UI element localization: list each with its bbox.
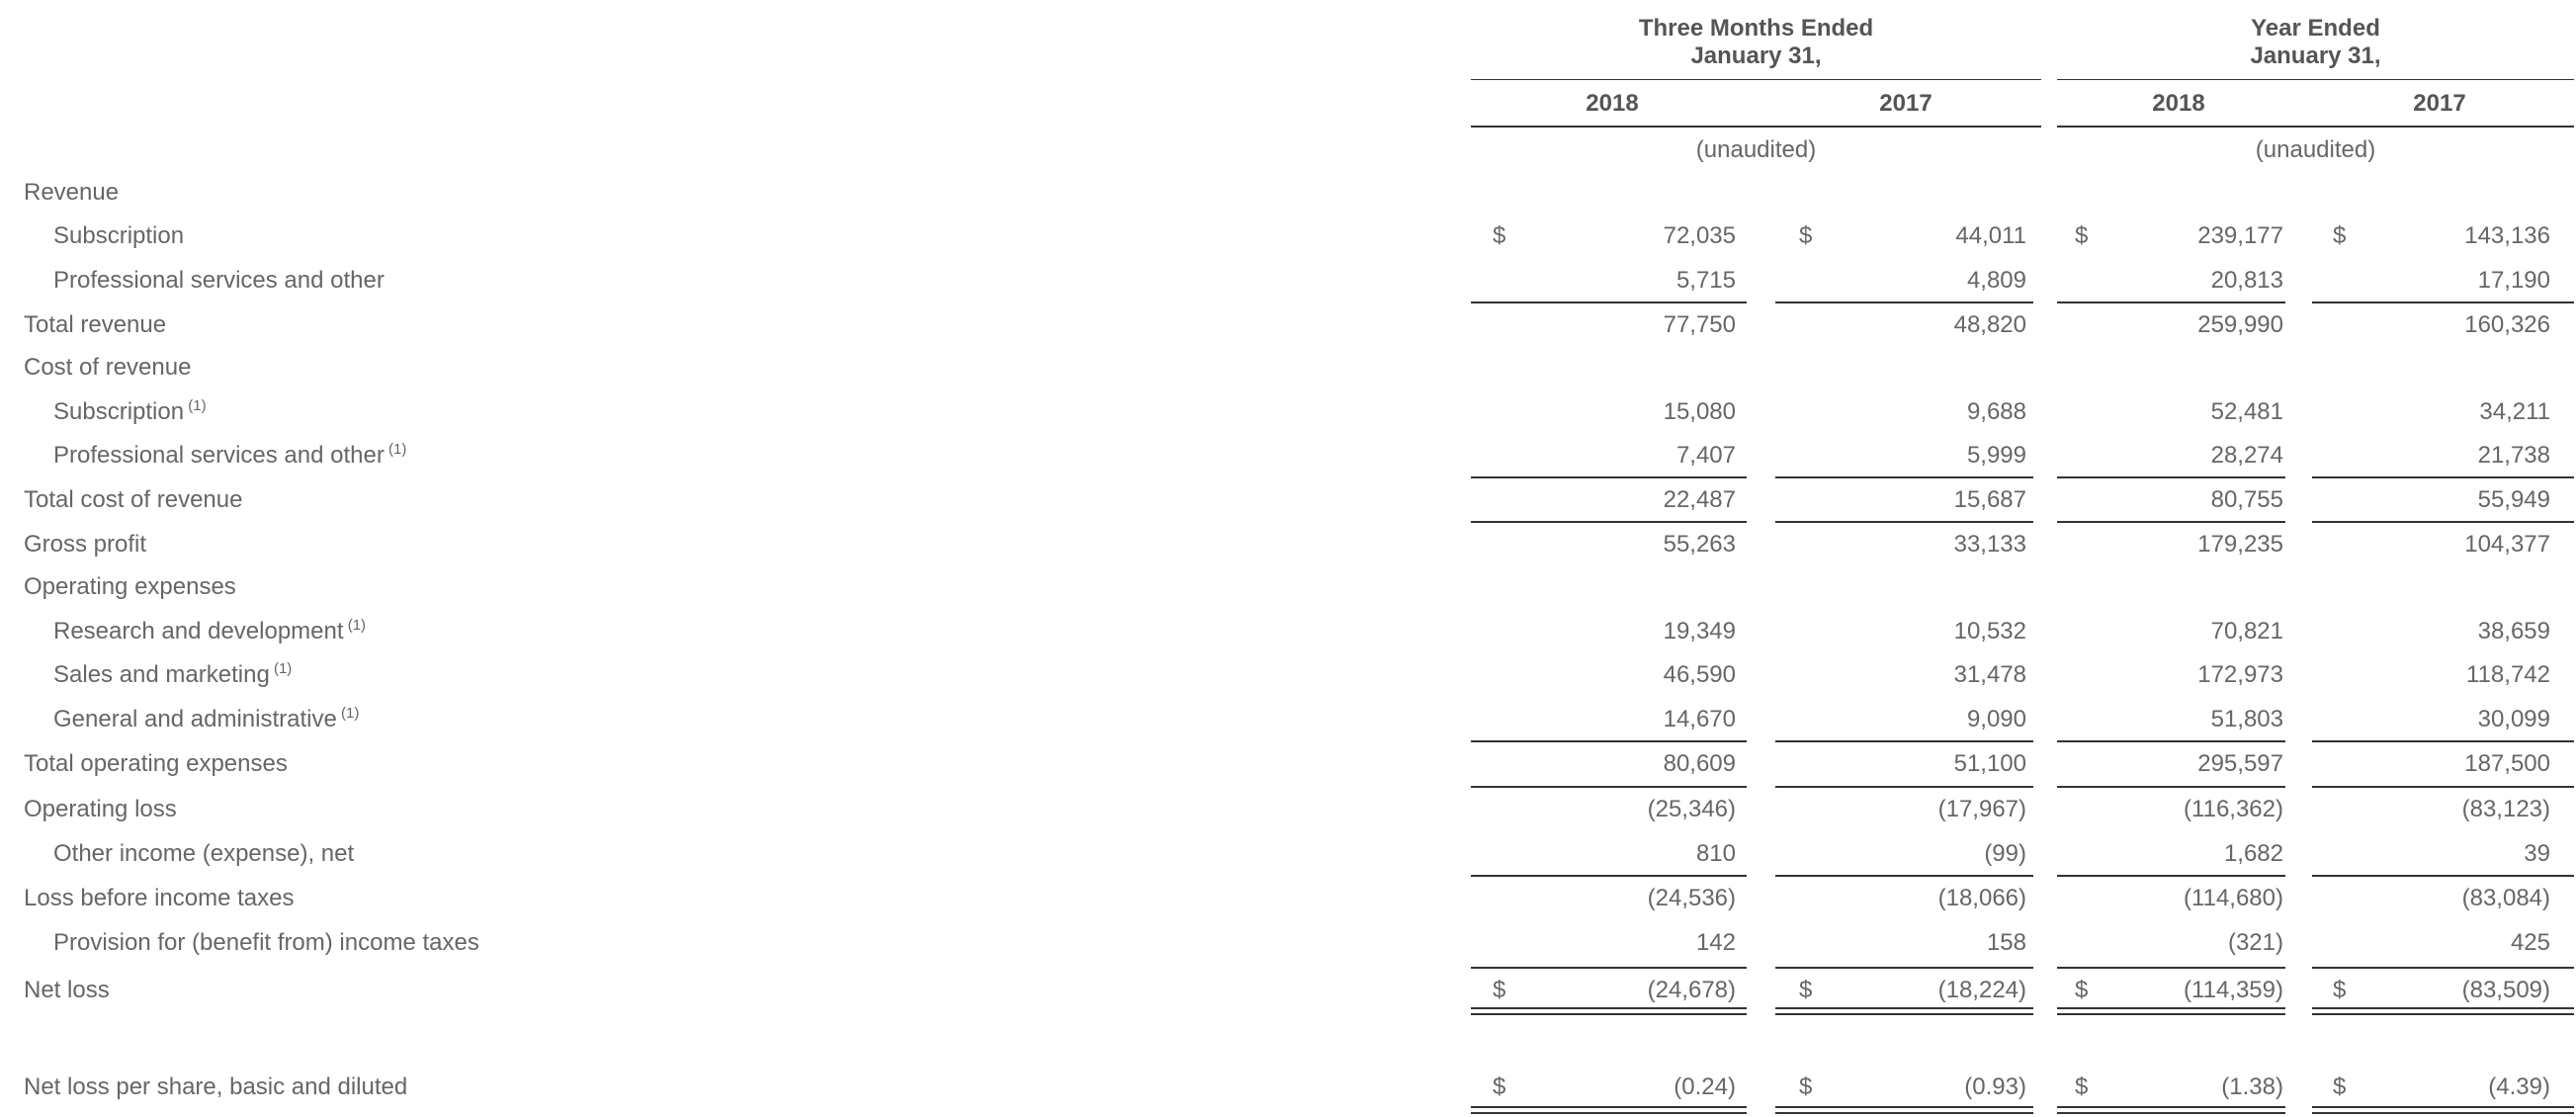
value-cell: 48,820 (1953, 311, 2026, 338)
footnote-marker: (1) (184, 397, 207, 414)
double-rule-top (2057, 1007, 2285, 1009)
value-cell: (24,536) (1647, 885, 1736, 911)
rule-line (1775, 875, 2033, 877)
group-header-year-date: January 31, (2250, 43, 2381, 69)
rule-line (2312, 301, 2574, 303)
row-label-text: Research and development (53, 618, 344, 644)
value-cell: (83,123) (2461, 796, 2550, 822)
rule-line (2312, 740, 2574, 742)
value-cell: 9,090 (1966, 706, 2026, 732)
double-rule-top (1471, 1007, 1747, 1009)
rule-line (1775, 740, 2033, 742)
rule-line (2057, 79, 2574, 80)
rule-line (2057, 521, 2285, 523)
row-label (24, 1074, 407, 1101)
row-label-text: Other income (expense), net (53, 840, 355, 867)
row-label (53, 442, 406, 470)
double-rule-top (2312, 1007, 2574, 1009)
value-cell: 55,263 (1663, 531, 1736, 558)
value-cell: 46,590 (1663, 661, 1736, 688)
row-label (53, 661, 292, 689)
double-rule-top (1775, 1106, 2033, 1108)
rule-line (1775, 786, 2033, 788)
value-cell: (114,359) (2184, 977, 2283, 1003)
row-label (53, 840, 354, 868)
value-cell: 425 (2510, 929, 2550, 956)
row-label (24, 354, 191, 382)
group-header-three-months-date: January 31, (1690, 43, 1822, 69)
value-cell: 33,133 (1953, 531, 2026, 558)
group-header-year: Year Ended (2251, 15, 2380, 42)
row-label (53, 706, 359, 733)
dollar-sign: $ (2075, 222, 2089, 249)
value-cell: 21,738 (2477, 442, 2550, 469)
footnote-marker: (1) (384, 441, 407, 458)
double-rule-bottom (1471, 1013, 1747, 1015)
value-cell: 38,659 (2477, 618, 2550, 644)
row-label-text: Net loss per share, basic and diluted (24, 1074, 408, 1100)
rule-line (1471, 476, 1747, 478)
value-cell: 44,011 (1955, 222, 2026, 249)
dollar-sign: $ (2075, 1074, 2089, 1100)
rule-line (2312, 521, 2574, 523)
year-header: 2018 (2152, 90, 2205, 117)
value-cell: 179,235 (2197, 531, 2283, 558)
rule-line (1471, 301, 1747, 303)
double-rule-bottom (2312, 1013, 2574, 1015)
rule-line (1471, 521, 1747, 523)
value-cell: 22,487 (1663, 486, 1736, 513)
row-label (24, 311, 166, 339)
value-cell: 172,973 (2197, 661, 2283, 688)
rule-line (2057, 740, 2285, 742)
rule-line (1471, 875, 1747, 877)
value-cell: 20,813 (2210, 267, 2283, 294)
value-cell: 17,190 (2477, 267, 2550, 294)
row-label (53, 618, 366, 645)
value-cell: 239,177 (2197, 222, 2283, 249)
row-label-text: Total operating expenses (24, 750, 288, 777)
value-cell: 34,211 (2479, 398, 2550, 425)
rule-line (1471, 79, 2041, 80)
rule-line (1471, 740, 1747, 742)
unaudited-label: (unaudited) (1695, 136, 1817, 163)
value-cell: 5,999 (1966, 442, 2026, 469)
value-cell: 31,478 (1953, 661, 2026, 688)
row-label (24, 750, 288, 778)
row-label-text: Subscription (53, 222, 185, 249)
dollar-sign: $ (1493, 977, 1506, 1003)
value-cell: 10,532 (1953, 618, 2026, 644)
row-label-text: Subscription (53, 398, 185, 425)
value-cell: (24,678) (1647, 977, 1736, 1003)
row-label-text: Provision for (benefit from) income taxes (53, 929, 479, 956)
value-cell: (0.24) (1674, 1074, 1736, 1100)
row-label-text: Total cost of revenue (24, 486, 243, 513)
rule-line (2057, 875, 2285, 877)
value-cell: 4,809 (1966, 267, 2026, 294)
rule-line (2312, 967, 2574, 969)
value-cell: 259,990 (2197, 311, 2283, 338)
row-label (53, 929, 479, 957)
row-label-text: General and administrative (53, 706, 337, 732)
year-header: 2017 (2413, 90, 2466, 117)
value-cell: 30,099 (2477, 706, 2550, 732)
value-cell: 52,481 (2210, 398, 2283, 425)
row-label-text: Revenue (24, 179, 120, 206)
dollar-sign: $ (1799, 1074, 1813, 1100)
value-cell: 80,609 (1663, 750, 1736, 777)
dollar-sign: $ (1493, 222, 1506, 249)
rule-line (2057, 126, 2574, 128)
row-label (24, 179, 119, 207)
row-label-text: Sales and marketing (53, 661, 270, 688)
rule-line (1471, 967, 1747, 969)
value-cell: (83,084) (2461, 885, 2550, 911)
year-header: 2017 (1879, 90, 1932, 117)
row-label (24, 977, 110, 1004)
dollar-sign: $ (1493, 1074, 1506, 1100)
dollar-sign: $ (2075, 977, 2089, 1003)
value-cell: 15,080 (1663, 398, 1736, 425)
rule-line (2057, 476, 2285, 478)
value-cell: 39 (2524, 840, 2550, 867)
row-label-text: Professional services and other (53, 267, 385, 294)
row-label (24, 796, 177, 823)
value-cell: (1.38) (2221, 1074, 2283, 1100)
value-cell: 1,682 (2223, 840, 2283, 867)
row-label (24, 885, 294, 912)
row-label (24, 531, 146, 558)
row-label (24, 486, 242, 514)
group-header-three-months: Three Months Ended (1638, 15, 1874, 42)
value-cell: 158 (1986, 929, 2026, 956)
value-cell: (18,066) (1937, 885, 2026, 911)
footnote-marker: (1) (269, 660, 293, 677)
year-header: 2018 (1586, 90, 1639, 117)
value-cell: 104,377 (2464, 531, 2550, 558)
value-cell: 51,100 (1953, 750, 2026, 777)
value-cell: (18,224) (1937, 977, 2026, 1003)
dollar-sign: $ (2333, 1074, 2347, 1100)
row-label-text: Cost of revenue (24, 354, 192, 381)
double-rule-top (2312, 1106, 2574, 1108)
value-cell: 51,803 (2210, 706, 2283, 732)
value-cell: 118,742 (2466, 661, 2550, 688)
footnote-marker: (1) (336, 705, 360, 722)
rule-line (2312, 875, 2574, 877)
value-cell: 28,274 (2210, 442, 2283, 469)
value-cell: (4.39) (2488, 1074, 2550, 1100)
row-label (53, 267, 385, 295)
rule-line (2057, 301, 2285, 303)
value-cell: (0.93) (1964, 1074, 2026, 1100)
value-cell: 142 (1695, 929, 1736, 956)
rule-line (2312, 476, 2574, 478)
double-rule-bottom (2057, 1112, 2285, 1114)
unaudited-label: (unaudited) (2255, 136, 2376, 163)
double-rule-bottom (1775, 1112, 2033, 1114)
value-cell: 187,500 (2464, 750, 2550, 777)
rule-line (1471, 126, 2041, 128)
rule-line (1775, 476, 2033, 478)
value-cell: 160,326 (2464, 311, 2550, 338)
row-label-text: Professional services and other (53, 442, 385, 469)
value-cell: (99) (1984, 840, 2026, 867)
rule-line (1775, 301, 2033, 303)
value-cell: (25,346) (1647, 796, 1736, 822)
double-rule-bottom (2312, 1112, 2574, 1114)
dollar-sign: $ (1799, 222, 1813, 249)
row-label-text: Operating expenses (24, 573, 236, 600)
rule-line (2057, 967, 2285, 969)
double-rule-top (1775, 1007, 2033, 1009)
value-cell: (83,509) (2461, 977, 2550, 1003)
value-cell: 5,715 (1675, 267, 1736, 294)
dollar-sign: $ (1799, 977, 1813, 1003)
value-cell: 19,349 (1663, 618, 1736, 644)
rule-line (2312, 786, 2574, 788)
value-cell: 80,755 (2210, 486, 2283, 513)
value-cell: 14,670 (1663, 706, 1736, 732)
value-cell: 143,136 (2464, 222, 2550, 249)
value-cell: 9,688 (1966, 398, 2026, 425)
row-label-text: Total revenue (24, 311, 167, 338)
row-label (53, 398, 207, 426)
row-label-text: Net loss (24, 977, 110, 1003)
row-label-text: Loss before income taxes (24, 885, 295, 911)
rule-line (1775, 521, 2033, 523)
double-rule-bottom (1775, 1013, 2033, 1015)
value-cell: 70,821 (2210, 618, 2283, 644)
value-cell: (321) (2227, 929, 2283, 956)
row-label-text: Gross profit (24, 531, 147, 558)
value-cell: 15,687 (1953, 486, 2026, 513)
double-rule-bottom (1471, 1112, 1747, 1114)
double-rule-bottom (2057, 1013, 2285, 1015)
rule-line (1775, 967, 2033, 969)
rule-line (1471, 786, 1747, 788)
value-cell: (17,967) (1937, 796, 2026, 822)
value-cell: (114,680) (2184, 885, 2283, 911)
value-cell: 810 (1695, 840, 1736, 867)
double-rule-top (2057, 1106, 2285, 1108)
rule-line (2057, 786, 2285, 788)
dollar-sign: $ (2333, 222, 2347, 249)
value-cell: 7,407 (1675, 442, 1736, 469)
row-label-text: Operating loss (24, 796, 177, 822)
dollar-sign: $ (2333, 977, 2347, 1003)
value-cell: 77,750 (1663, 311, 1736, 338)
footnote-marker: (1) (343, 617, 367, 634)
value-cell: 55,949 (2477, 486, 2550, 513)
row-label (24, 573, 236, 601)
row-label (53, 222, 184, 250)
double-rule-top (1471, 1106, 1747, 1108)
value-cell: (116,362) (2184, 796, 2283, 822)
value-cell: 72,035 (1663, 222, 1736, 249)
value-cell: 295,597 (2197, 750, 2283, 777)
